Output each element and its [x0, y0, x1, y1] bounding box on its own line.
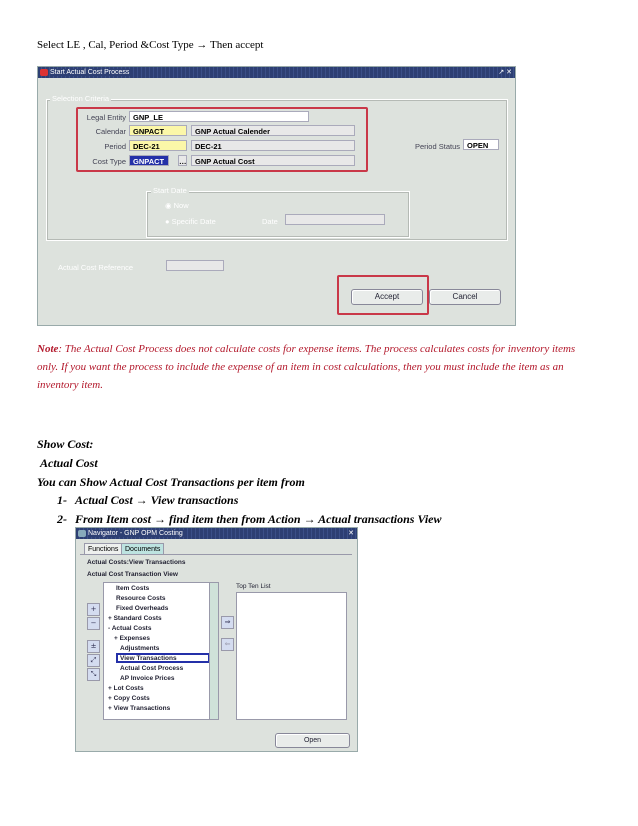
top-ten-label: Top Ten List	[236, 583, 271, 590]
tree-scrollbar[interactable]	[209, 583, 218, 719]
start-actual-cost-window	[37, 66, 516, 326]
tree-item[interactable]: Resource Costs	[116, 595, 166, 602]
now-radio[interactable]: ◉ Now	[165, 201, 189, 210]
selection-criteria-legend: Selection Criteria	[52, 94, 110, 103]
specific-date-radio[interactable]: ● Specific Date	[165, 217, 216, 226]
navigator-window	[75, 527, 358, 752]
lov-button[interactable]: …	[179, 157, 187, 166]
tree-item[interactable]: + Copy Costs	[108, 695, 150, 702]
start-date-legend: Start Date	[153, 186, 187, 195]
cancel-button[interactable]: Cancel	[429, 289, 501, 305]
date-label: Date	[262, 217, 278, 226]
calendar-code-field[interactable]: GNPACT	[129, 125, 187, 136]
step-text: Actual Cost → View transactions	[75, 493, 239, 507]
period-status-field: OPEN	[463, 139, 499, 150]
intro-instruction: Select LE , Cal, Period &Cost Type → Then accept	[37, 39, 264, 51]
add-to-list-arrow-icon[interactable]: ⇒	[221, 616, 234, 629]
expand-icon[interactable]: +	[87, 603, 100, 616]
now-label: Now	[173, 201, 189, 210]
navigator-icon	[78, 530, 86, 537]
navigator-controls[interactable]: ✕	[348, 530, 354, 537]
window-title: Start Actual Cost Process	[50, 69, 132, 76]
tab-functions[interactable]: Functions	[84, 543, 122, 555]
period-status-label: Period Status	[414, 142, 460, 151]
cost-type-name-field[interactable]: GNP Actual Cost	[191, 155, 355, 166]
window-controls[interactable]: ↗ ✕	[498, 69, 512, 76]
window-titlebar	[38, 67, 515, 78]
expand-all-icon[interactable]: ⤢	[87, 654, 100, 667]
show-cost-line: You can Show Actual Cost Transactions per item from	[37, 475, 305, 489]
legal-entity-label: Legal Entity	[86, 113, 126, 122]
tab-divider	[80, 554, 352, 555]
remove-from-list-arrow-icon[interactable]: ⇐	[221, 638, 234, 651]
period-label: Period	[104, 142, 126, 151]
function-tree[interactable]	[103, 582, 219, 720]
calendar-name-field[interactable]: GNP Actual Calender	[191, 125, 355, 136]
top-ten-list[interactable]	[236, 592, 347, 720]
tree-item[interactable]: - Actual Costs	[108, 625, 152, 632]
date-field[interactable]	[285, 214, 385, 225]
note-prefix: Note	[37, 343, 59, 355]
navigator-path: Actual Costs:View Transactions	[87, 559, 186, 566]
period-code-field[interactable]: DEC-21	[129, 140, 187, 151]
step-number: 2-	[57, 512, 67, 526]
navigator-title: Navigator - GNP OPM Costing	[88, 530, 186, 537]
actual-cost-reference-field[interactable]	[166, 260, 224, 271]
show-cost-heading: Show Cost:	[37, 437, 94, 451]
tree-item[interactable]: AP Invoice Prices	[120, 675, 175, 682]
step-number: 1-	[57, 493, 67, 507]
tree-item[interactable]: Adjustments	[120, 645, 160, 652]
navigator-path-sub: Actual Cost Transaction View	[87, 571, 178, 578]
tree-item[interactable]: + Standard Costs	[108, 615, 162, 622]
accept-highlight	[337, 275, 429, 315]
collapse-all-icon[interactable]: ⤡	[87, 668, 100, 681]
tree-item[interactable]: + View Transactions	[108, 705, 171, 712]
open-button[interactable]: Open	[275, 733, 350, 748]
tab-documents[interactable]: Documents	[121, 543, 164, 555]
step-item	[57, 491, 442, 510]
selection-highlight	[76, 107, 368, 172]
collapse-icon[interactable]: −	[87, 617, 100, 630]
tree-item-selected[interactable]: View Transactions	[120, 655, 177, 662]
note-paragraph	[37, 340, 597, 394]
note-text: : The Actual Cost Process does not calculate costs for expense items. The process calculates costs for inventory items only. If you want the process to include the expense of an item in cost calculations, then you must include the item as an inventory item.	[37, 343, 576, 391]
tree-item[interactable]: + Lot Costs	[108, 685, 144, 692]
navigator-titlebar	[76, 528, 357, 539]
accept-button[interactable]: Accept	[351, 289, 423, 305]
step-text: From Item cost → find item then from Action → Actual transactions View	[75, 512, 442, 526]
steps-list	[57, 491, 442, 529]
specific-date-label: Specific Date	[171, 217, 216, 226]
tree-item[interactable]: + Expenses	[114, 635, 150, 642]
calendar-label: Calendar	[95, 127, 126, 136]
oracle-app-icon	[40, 69, 48, 76]
cost-type-code-field[interactable]: GNPACT	[129, 155, 169, 166]
cost-type-label: Cost Type	[92, 157, 126, 166]
legal-entity-field[interactable]: GNP_LE	[129, 111, 309, 122]
tree-item[interactable]: Actual Cost Process	[120, 665, 184, 672]
expand-branch-icon[interactable]: ±	[87, 640, 100, 653]
tree-item[interactable]: Item Costs	[116, 585, 150, 592]
actual-cost-reference-label: Actual Cost Reference	[58, 263, 134, 272]
actual-cost-subheading: Actual Cost	[40, 456, 98, 470]
show-cost-section	[37, 435, 305, 492]
period-name-field[interactable]: DEC-21	[191, 140, 355, 151]
tree-item[interactable]: Fixed Overheads	[116, 605, 169, 612]
